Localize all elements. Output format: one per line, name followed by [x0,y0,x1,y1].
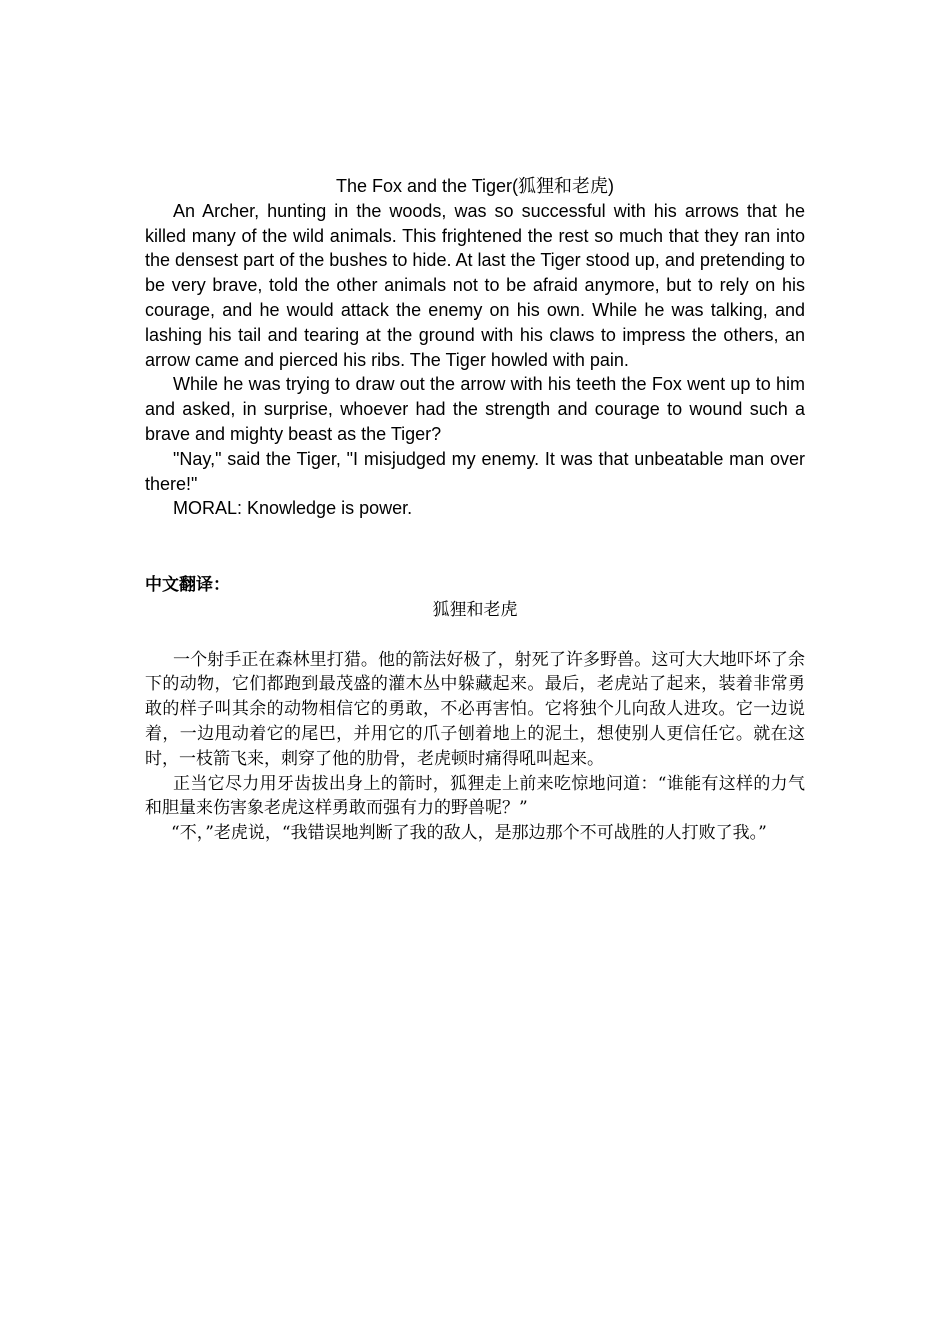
document-page [145,174,805,846]
english-paragraph-2: While he was trying to draw out the arrow with his teeth the Fox went up to him and asked, in surprise, whoever had the strength and courage to wound such a brave and mighty beast as the Tiger? [145,374,805,444]
chinese-paragraph-2: 正当它尽力用牙齿拔出身上的箭时，狐狸走上前来吃惊地问道：“谁能有这样的力气和胆量来伤害象老虎这样勇敢而强有力的野兽呢？” [145,773,805,819]
chinese-translation-heading: 中文翻译： [145,575,230,596]
english-moral: MORAL: Knowledge is power. [173,498,413,519]
section-spacer [145,521,805,573]
blank-line [145,623,805,648]
chinese-paragraph-3: “不，”老虎说，“我错误地判断了我的敌人，是那边那个不可战胜的人打败了我。” [171,823,767,844]
chinese-title: 狐狸和老虎 [432,599,518,620]
chinese-paragraph-1: 一个射手正在森林里打猎。他的箭法好极了，射死了许多野兽。这可大大地吓坏了余下的动物，它们都跑到最茂盛的灌木丛中躲藏起来。最后，老虎站了起来，装着非常勇敢的样子叫其余的动物相信它的勇敢，不必再害怕。它将独个儿向敌人进攻。它一边说着，一边甩动着它的尾巴，并用它的爪子刨着地上的泥土，想使别人更信任它。就在这时，一枝箭飞来，刺穿了他的肋骨，老虎顿时痛得吼叫起来。 [145,649,805,769]
english-paragraph-1: An Archer, hunting in the woods, was so successful with his arrows that he killed many of the wild animals. This frightened the rest so much that they ran into the densest part of the bushes to hide. At last the Tiger stood up, and pretending to be very brave, told the other animals not to be afraid anymore, but to rely on his courage, and he would attack the enemy on his own. While he was talking, and lashing his tail and tearing at the ground with his claws to impress the others, an arrow came and pierced his ribs. The Tiger howled with pain. [145,200,805,370]
english-title: The Fox and the Tiger(狐狸和老虎) [335,176,615,196]
english-paragraph-3: "Nay," said the Tiger, "I misjudged my enemy. It was that unbeatable man over there!" [145,448,805,494]
